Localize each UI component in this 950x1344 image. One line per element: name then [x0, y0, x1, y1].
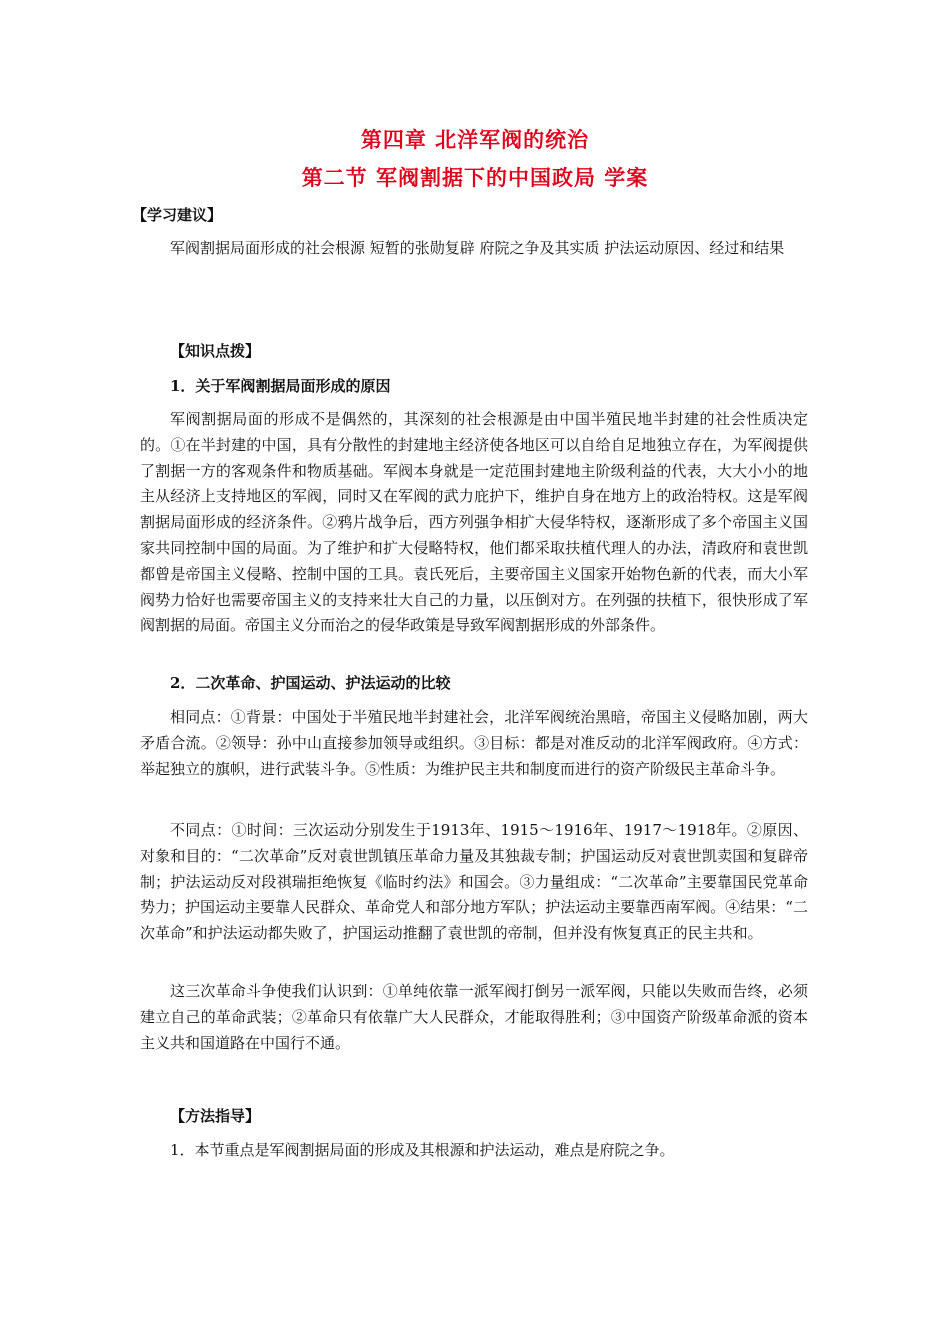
point2-title: 2．二次革命、护国运动、护法运动的比较 — [170, 674, 451, 692]
section-title: 第二节 军阀割据下的中国政局 学案 — [301, 165, 649, 190]
method-heading: 【方法指导】 — [170, 1107, 261, 1125]
point2-lesson-text: 这三次革命斗争使我们认识到：①单纯依靠一派军阀打倒另一派军阀，只能以失败而告终，必须建立自己的革命武装；②革命只有依靠广大人民群众，才能取得胜利；③中国资产阶级革命派的资本主义共和国道路在中国行不通。 — [140, 982, 808, 1052]
method-text: 1．本节重点是军阀割据局面的形成及其根源和护法运动，难点是府院之争。 — [170, 1141, 675, 1159]
point1-title: 1．关于军阀割据局面形成的原因 — [170, 377, 391, 395]
point2-diff-text: 不同点：①时间：三次运动分别发生于1913年、1915～1916年、1917～1918年。②原因、对象和目的：“二次革命”反对袁世凯镇压革命力量及其独裁专制；护国运动反对袁世凯卖国和复辟帝制；护法运动反对段祺瑞拒绝恢复《临时约法》和国会。③力量组成：“二次革命”主要靠国民党革命势力；护国运动主要靠人民群众、革命党人和部分地方军队；护法运动主要靠西南军阀。④结果：“二次革命”和护法运动都失败了，护国运动推翻了袁世凯的帝制，但并没有恢复真正的民主共和。 — [140, 821, 808, 943]
point2-same-text: 相同点：①背景：中国处于半殖民地半封建社会，北洋军阀统治黑暗，帝国主义侵略加剧，两大矛盾合流。②领导：孙中山直接参加领导或组织。③目标：都是对准反动的北洋军阀政府。④方式：举起独立的旗帜，进行武装斗争。⑤性质：为维护民主共和制度而进行的资产阶级民主革命斗争。 — [140, 708, 808, 778]
study-suggestion-heading: 【学习建议】 — [132, 206, 223, 224]
chapter-title: 第四章 北洋军阀的统治 — [360, 127, 590, 152]
point1-text: 军阀割据局面的形成不是偶然的，其深刻的社会根源是由中国半殖民地半封建的社会性质决定的。①在半封建的中国，具有分散性的封建地主经济使各地区可以自给自足地独立存在，为军阀提供了割据一方的客观条件和物质基础。军阀本身就是一定范围封建地主阶级利益的代表，大大小小的地主从经济上支持地区的军阀，同时又在军阀的武力庇护下，维护自身在地方上的政治特权。这是军阀割据局面形成的经济条件。②鸦片战争后，西方列强争相扩大侵华特权，逐渐形成了多个帝国主义国家共同控制中国的局面。为了维护和扩大侵略特权，他们都采取扶植代理人的办法，清政府和袁世凯都曾是帝国主义侵略、控制中国的工具。袁氏死后，主要帝国主义国家开始物色新的代表，而大小军阀势力恰好也需要帝国主义的支持来壮大自己的力量，以压倒对方。在列强的扶植下，很快形成了军阀割据的局面。帝国主义分而治之的侵华政策是导致军阀割据形成的外部条件。 — [140, 410, 808, 635]
knowledge-heading: 【知识点拨】 — [170, 342, 261, 360]
study-suggestion-text: 军阀割据局面形成的社会根源 短暂的张勋复辟 府院之争及其实质 护法运动原因、经过和结果 — [170, 239, 785, 257]
